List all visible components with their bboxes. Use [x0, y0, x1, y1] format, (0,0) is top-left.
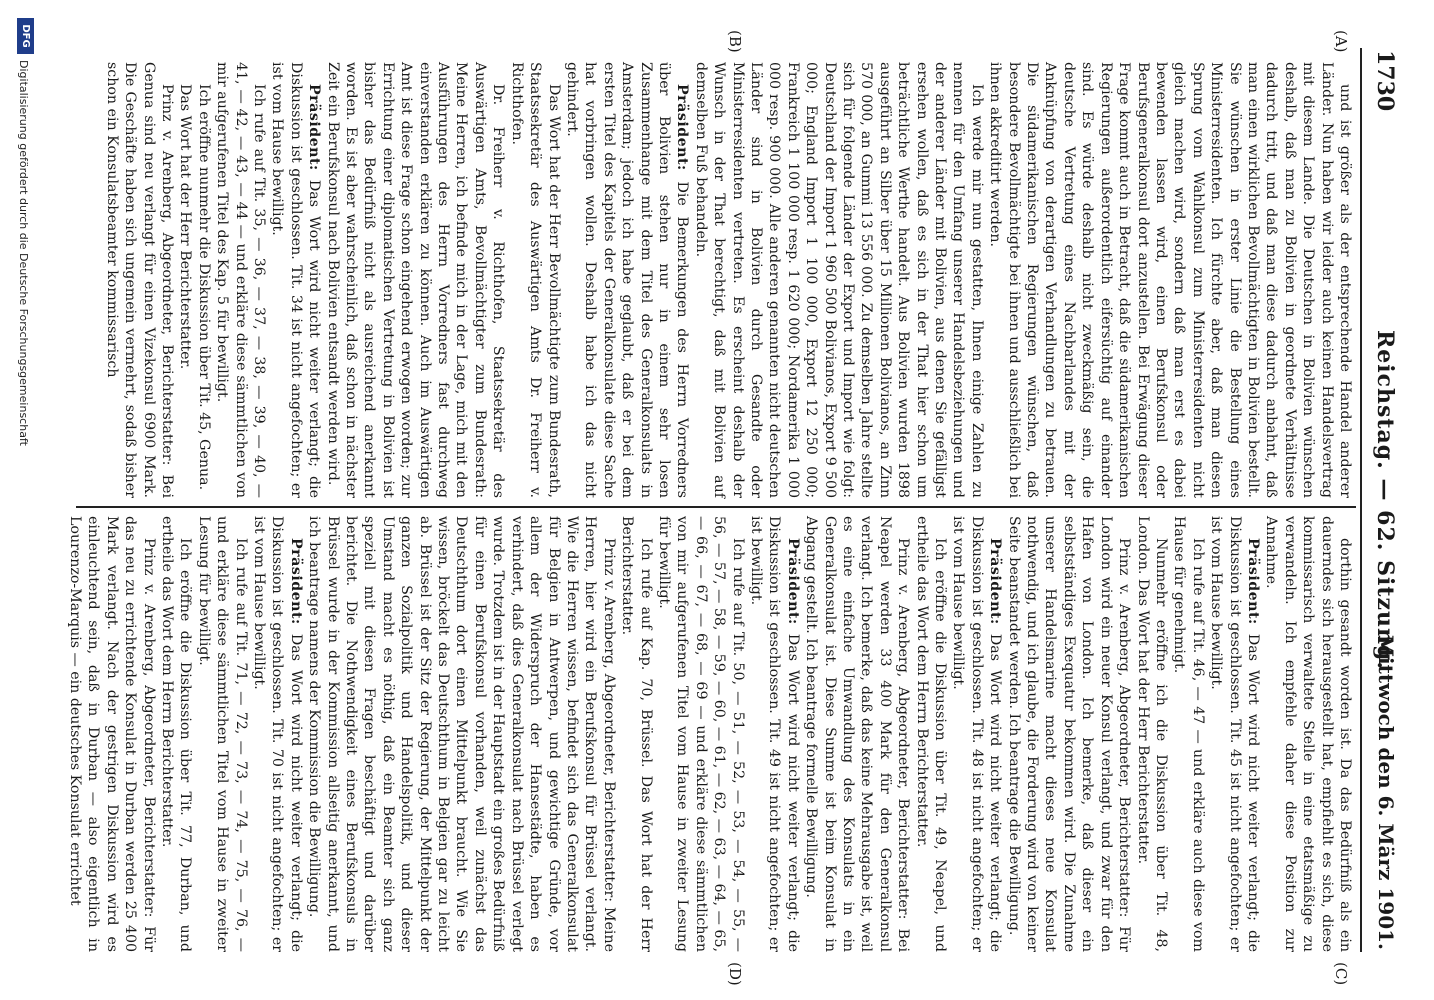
paragraph-text: Das Wort hat der Herr Bevollmächtigte zum Bundesrath, Staatssekretär des Auswärtigen Amts Dr. Freiherr v. Richthofen.: [508, 62, 562, 498]
digitization-credit: Digitalisierung gefördert durch die Deutsche Forschungsgemeinschaft: [17, 60, 30, 446]
page-header: [1362, 40, 1406, 960]
paragraph-text: Ich werde mir nun gestatten, Ihnen einige Zahlen zu nennen für den Umfang unserer Handelsbeziehungen und der anderer Länder mit Bolivien, aus denen Sie gefälligst ersehen wollen, daß es sich in der That hier schon um beträchtliche Werthe handelt. Aus Bolivien wurden 1898 ausgeführt an Silber über 15 Millionen Bolivianos, an Zinn 570 000, an Gummi 13 556 000. Zu demselben Jahre stellte sich für folgende Länder der Export und Import wie folgt: Deutschland der Import 1 960 500 Bolivianos, Export 9 500 000; England Import 1 100 000, Export 12 250 000; Frankreich 1 100 000 resp. 1 620 000; Nordamerika 1 000 000 resp. 900 000. Alle anderen genannten nicht deutschen Länder sind in Bolivien durch Gesandte oder Ministerresidenten vertreten. Es erscheint deshalb der Wunsch in der That berechtigt, daß mit Bolivien auf demselben Fuß behandeln.: [692, 62, 985, 498]
paragraph-text: Ich rufe auf Tit. 71, — 72, — 73, — 74, — 75, — 76, — und erkläre diese sämmtlichen Titel vom Hause in zweiter Lesung für bewilligt.: [195, 516, 249, 952]
paragraph: [66, 516, 158, 952]
column-divider: [76, 506, 1356, 508]
margin-letter-b: (B): [726, 30, 744, 53]
paragraph: [194, 62, 212, 498]
paragraph: [655, 516, 747, 952]
paragraph-text: Ich rufe auf Tit. 50, — 51, — 52, — 53, — 54, — 55, — 56, — 57, — 58, — 59, — 60, — 61, — 62, — 63, — 64, — 65, — 66, — 67, — 68, — 69 — und erkläre diese sämmtlichen von mir aufgerufenen Titel vom Hause in zweiter Lesung für bewilligt.: [655, 516, 746, 952]
paragraph: [691, 62, 986, 498]
paragraph: [213, 62, 268, 498]
paragraph: [618, 516, 655, 952]
paragraph-text: Das Wort wird nicht weiter verlangt; die Diskussion ist geschlossen. Tit. 49 ist nicht angefochten; er ist bewilligt.: [748, 516, 801, 952]
paragraph-text: Ich rufe auf Tit. 35, — 36, — 37, — 38, — 39, — 40, — 41, — 42, — 43, — 44 — und erkläre diese sämmtlichen von mir aufgerufenen Titel des Kap. 5 für bewilligt.: [214, 62, 268, 498]
paragraph-text: Ich rufe auf Kap. 70, Brüssel. Das Wort hat der Herr Berichterstatter.: [619, 516, 654, 952]
paragraph: [507, 62, 562, 498]
paragraph: [1170, 516, 1207, 952]
paragraph-text: Prinz v. Arenberg, Abgeordneter, Berichterstatter: Meine Herren, hier wird ein Berufskonsul für Brüssel verlangt. Wie die Herren wissen, befindet sich das Generalkonsulat für Belgien in Antwerpen, und gewichtige Gründe, vor allem der Widerspruch der Hansestädte, haben es verhindert, daß dies Generalkonsulat nach Brüssel verlegt wurde. Trotzdem ist in der Hauptstadt ein großes Bedürfniß für einen Berufskonsul vorhanden, weil zunächst das Deutschthum dort einen Mittelpunkt braucht. Wie Sie wissen, bröckelt das Deutschthum in Belgien gar zu leicht ab. Brüssel ist der Sitz der Regierung, der Mittelpunkt der ganzen Sozialpolitik und Handelspolitik, und dieser Umstand macht es nöthig, daß ein Beamter sich ganz speziell mit diesen Fragen beschäftigt und darüber berichtet. Die Nothwendigkeit eines Berufskonsuls in Brüssel wurde in der Kommission allseitig anerkannt, und ich beantrage namens der Kommission die Bewilligung.: [306, 516, 617, 952]
paragraph: [1207, 516, 1262, 952]
paragraph: [949, 516, 1004, 952]
paragraph: [1262, 516, 1354, 952]
left-column: [84, 62, 1354, 498]
paragraph-text: Dr. Freiherr v. Richthofen, Staatssekretär des Auswärtigen Amts, Bevollmächtigter zum Bundesrath: Meine Herren, ich befinde mich in der Lage, mich mit den Ausführungen des Herrn Vorredners fast durchweg einverstanden erklären zu können. Auch im Auswärtigen Amt ist diese Frage schon eingehend erwogen worden; zur Errichtung einer diplomatischen Vertretung in Bolivien ist bisher das Bedürfniß nicht als ausreichend anerkannt worden. Es ist aber wahrscheinlich, daß schon in nächster Zeit ein Berufskonsul nach Bolivien entsandt werden wird.: [324, 62, 507, 498]
paragraph-text: Nunmehr eröffne ich die Diskussion über Tit. 48, London. Das Wort hat der Herr Berichterstatter.: [1134, 516, 1169, 952]
paragraph: [158, 516, 195, 952]
margin-letter-d: (D): [726, 962, 744, 986]
paragraph: [176, 62, 194, 498]
paragraph-text: dorthin gesandt worden ist. Da das Bedürfniß als ein dauerndes sich herausgestellt hat, empfiehlt es sich, diese kommissarisch verwaltete Stelle in eine etatsmäßige zu verwandeln. Ich empfehle daher diese Position zur Annahme.: [1263, 516, 1353, 952]
speaker-label: Präsident:: [987, 538, 1004, 625]
dfg-logo: DFG: [17, 18, 34, 54]
speaker-label: Präsident:: [287, 538, 304, 625]
paragraph-text: Prinz v. Arenberg, Abgeordneter, Berichterstatter: Bei Genua sind neu verlangt für einen Vizekonsul 6900 Mark. Die Geschäfte haben sich ungemein vermehrt, sodaß bisher schon ein Konsulatsbeamter kommissarisch: [103, 62, 175, 498]
paragraph-text: Das Wort wird nicht weiter verlangt; die Diskussion ist geschlossen. Tit. 34 ist nicht angefochten; er ist vom Hause bewilligt.: [269, 62, 323, 498]
margin-letter-a: (A): [1332, 30, 1350, 53]
paragraph: [102, 62, 176, 498]
paragraph: [802, 516, 912, 952]
paragraph: [305, 516, 618, 952]
paragraph: [563, 62, 692, 498]
paragraph-text: Ich eröffne die Diskussion über Tit. 49, Neapel, und ertheile das Wort dem Herrn Berichterstatter.: [913, 516, 949, 952]
margin-letter-c: (C): [1332, 962, 1350, 986]
paragraph-text: Prinz v. Arenberg, Abgeordneter, Berichterstatter: Für das neu zu errichtende Konsulat in Durban werden 25 400 Mark verlangt. Nach der gestrigen Diskussion wird es einleuchtend sein, daß in Durban — also eigentlich in Lourenzo-Marquis — ein deutsches Konsulat errichtet: [66, 516, 157, 952]
paragraph-text: Ich eröffne nunmehr die Diskussion über Tit. 45, Genua.: [195, 84, 212, 491]
paragraph: [194, 516, 249, 952]
header-rule: [1360, 48, 1362, 952]
speaker-label: Präsident:: [784, 538, 801, 625]
paragraph-text: Prinz v. Arenberg, Abgeordneter, Berichterstatter: Bei Neapel werden 33 400 Mark für den Generalkonsul verlangt. Ich bemerke, daß das keine Mehrausgabe ist, weil es eine einfache Umwandlung des Konsulats in ein Generalkonsulat ist. Diese Summe ist beim Konsulat in Abgang gestellt. Ich beantrage formelle Bewilligung.: [803, 516, 912, 952]
paragraph-text: Das Wort wird nicht weiter verlangt; die Diskussion ist geschlossen. Tit. 70 ist nicht angefochten; er ist vom Hause bewilligt.: [251, 516, 304, 952]
paragraph-text: Ich rufe auf Tit. 46, — 47 — und erkläre auch diese vom Hause für genehmigt.: [1171, 516, 1206, 952]
paragraph: [323, 62, 507, 498]
paragraph-text: Das Wort wird nicht weiter verlangt; die Diskussion ist geschlossen. Tit. 48 ist nicht angefochten; er ist vom Hause bewilligt.: [950, 516, 1004, 952]
paragraph: [1133, 516, 1170, 952]
paragraph: [747, 516, 802, 952]
running-head: Reichstag. — 62. Sitzung.: [1372, 329, 1398, 671]
paragraph: [250, 516, 305, 952]
page-number: 1730: [1372, 50, 1398, 112]
paragraph-text: und ist größer als der entsprechende Handel anderer Länder. Nun haben wir leider auch keinen Handelsvertrag mit diesem Lande. Die Deutschen in Bolivien wünschen deshalb, daß man zu Bolivien in geordnete Verhältnisse dadurch tritt, und daß man diese dadurch anbahnt, daß man einen wirklichen Bevollmächtigten in Bolivien bestellt. Sie wünschen in erster Linie die Bestellung eines Ministerresidenten. Ich fürchte aber, daß man diesen Sprung vom Wahlkonsul zum Ministerresidenten nicht gleich machen wird, sondern daß man erst es dabei bewenden lassen wird, einen Berufskonsul oder Berufsgeneralkonsul dort anzustellen. Bei Erwägung dieser Frage kommt auch in Betracht, daß die südamerikanischen Regierungen außerordentlich eifersüchtig auf einander sind. Es würde deshalb nicht zweckmäßig sein, die deutsche Vertretung eines Nachbarlandes mit der Anknüpfung von derartigen Verhandlungen zu betrauen. Die südamerikanischen Regierungen wünschen, daß besondere Bevollmächtigte bei ihnen und ausschließlich bei ihnen akkreditirt werden.: [987, 62, 1353, 498]
paragraph-text: Das Wort hat der Herr Berichterstatter.: [177, 84, 194, 370]
paragraph-text: Prinz v. Arenberg, Abgeordneter, Berichterstatter: Für London wird ein neuer Konsul verlangt, und zwar für den Hafen von London. Ich bemerke, daß dieser ein selbstständiges Exequatur bekommen wird. Die Zunahme unserer Handelsmarine macht dieses neue Konsulat nothwendig, und ich glaube, die Forderung wird von keiner Seite beanstandet werden. Ich beantrage die Bewilligung.: [1005, 516, 1133, 952]
paragraph: [1004, 516, 1133, 952]
speaker-label: Präsident:: [306, 84, 323, 171]
paragraph: [268, 62, 323, 498]
speaker-label: Präsident:: [674, 84, 691, 171]
speaker-label: Präsident:: [1244, 538, 1261, 625]
session-date: Mittwoch den 6. März 1901.: [1374, 634, 1398, 950]
right-column: [66, 516, 1354, 952]
paragraph-text: Die Bemerkungen des Herrn Vorredners über Bolivien stehen nur in einem sehr losen Zusammenhange mit dem Titel des Generalkonsulats in Amsterdam; jedoch ich habe geglaubt, daß er bei dem ersten Titel des Kapitels der Generalkonsulate diese Sache hat vorbringen wollen. Deshalb habe ich das nicht gehindert.: [563, 62, 691, 499]
paragraph: [986, 62, 1354, 498]
paragraph-text: Ich eröffne die Diskussion über Tit. 77, Durban, und ertheile das Wort dem Herrn Berichterstatter.: [159, 516, 194, 952]
paragraph-text: Das Wort wird nicht weiter verlangt; die Diskussion ist geschlossen. Tit. 45 ist nicht angefochten; er ist vom Hause bewilligt.: [1208, 516, 1261, 952]
paragraph: [912, 516, 949, 952]
